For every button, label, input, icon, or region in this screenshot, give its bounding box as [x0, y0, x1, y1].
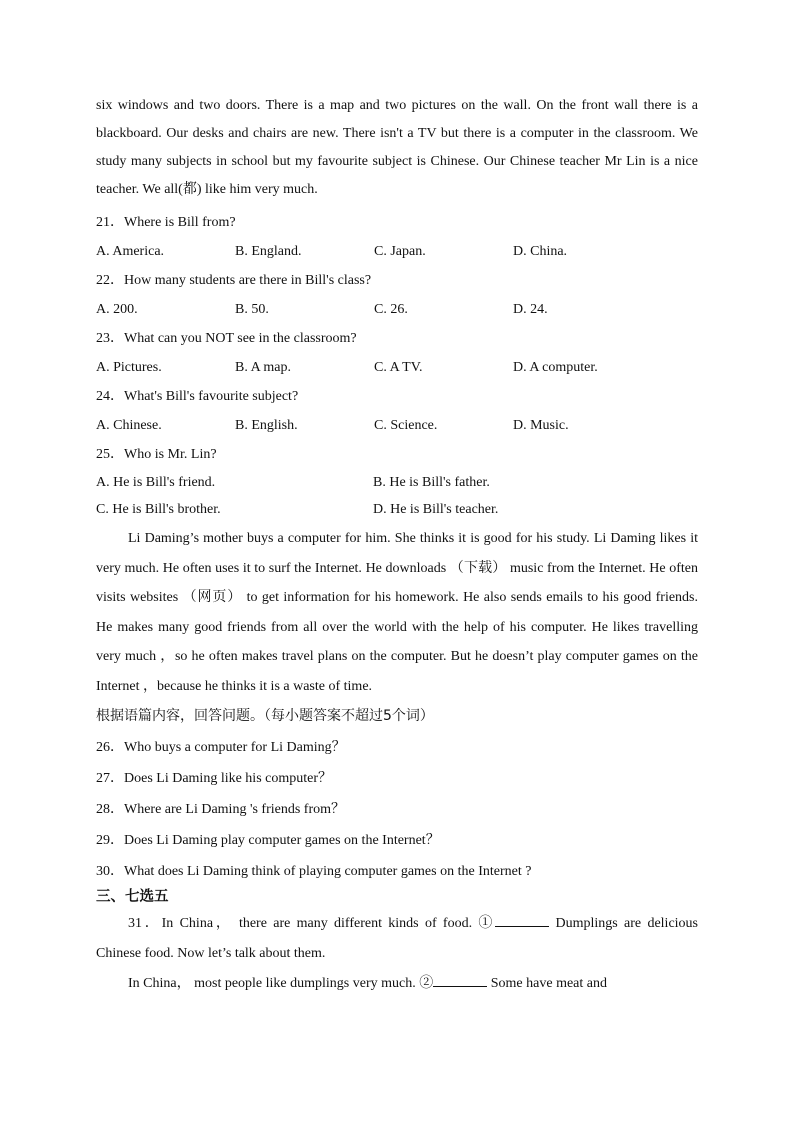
section-title: 三、七选五	[96, 889, 169, 905]
p2-before: In China， most people like dumplings very much. ②	[128, 976, 434, 991]
p2-after: Some have meat and	[487, 976, 607, 991]
open-question-27: 27．Does Li Daming like his computer？	[96, 771, 333, 786]
option-d: D. 24.	[513, 302, 548, 317]
mc-question-22	[96, 266, 698, 324]
question-stem: 25．Who is Mr. Lin?	[96, 447, 217, 462]
option-d: D. He is Bill's teacher.	[373, 502, 499, 517]
option-row	[96, 295, 698, 324]
mc-question-24	[96, 382, 698, 440]
option-d: D. China.	[513, 244, 568, 259]
option-c: C. A TV.	[374, 360, 423, 375]
option-b: B. 50.	[235, 302, 269, 317]
p1-before: 31．In China， there are many different kinds of food. ①	[128, 916, 496, 931]
passage-1: six windows and two doors. There is a map and two pictures on the wall. On the front wall there is a blackboard. Our desks and chairs are new. There isn't a TV but there is a computer in the classroom. We study many subjects in school but my favourite subject is Chinese. Our Chinese teacher Mr Lin is a nice teacher. We all(都) like him very much.	[96, 98, 698, 197]
option-row	[96, 496, 698, 523]
option-b: B. A map.	[235, 360, 292, 375]
option-a: A. Pictures.	[96, 360, 162, 375]
answer-blank-2[interactable]	[433, 972, 487, 987]
question-stem: 22．How many students are there in Bill's class?	[96, 273, 372, 288]
section3-paragraph-1	[96, 909, 698, 969]
p1-after: Dumplings are delicious Chinese food. Now let’s talk about them.	[96, 916, 698, 961]
open-question-29: 29．Does Li Daming play computer games on the Internet？	[96, 833, 440, 848]
option-d: D. Music.	[513, 418, 569, 433]
option-a: A. Chinese.	[96, 418, 162, 433]
mc-question-21	[96, 208, 698, 266]
option-c: C. Japan.	[374, 244, 426, 259]
option-b: B. England.	[235, 244, 302, 259]
open-question-30: 30．What does Li Daming think of playing computer games on the Internet ?	[96, 864, 532, 879]
question-stem: 23．What can you NOT see in the classroom?	[96, 331, 357, 346]
option-c: C. He is Bill's brother.	[96, 502, 221, 517]
instruction: 根据语篇内容，回答问题。（每小题答案不超过5个词）	[96, 708, 434, 724]
option-a: A. America.	[96, 244, 165, 259]
option-c: C. Science.	[374, 418, 438, 433]
open-question-28: 28．Where are Li Daming 's friends from？	[96, 802, 345, 817]
passage-2: Li Daming’s mother buys a computer for him. She thinks it is good for his study. Li Daming likes it very much. He often uses it to surf the Internet. He downloads （下载） music from the Internet. He often visits websites （网页） to get information for his homework. He also sends emails to his good friends. He makes many good friends from all over the world with the help of his computer. He likes travelling very much ，so he often makes travel plans on the computer. But he doesn’t play computer games on the Internet ，because he thinks it is a waste of time.	[96, 531, 698, 694]
option-row	[96, 237, 698, 266]
question-stem: 21．Where is Bill from?	[96, 215, 236, 230]
option-c: C. 26.	[374, 302, 408, 317]
answer-blank-1[interactable]	[495, 912, 549, 927]
document-page	[96, 92, 698, 999]
option-row	[96, 469, 698, 496]
option-row	[96, 353, 698, 382]
option-b: B. He is Bill's father.	[373, 475, 490, 490]
mc-question-23	[96, 324, 698, 382]
section3-paragraph-2	[96, 969, 698, 999]
option-b: B. English.	[235, 418, 298, 433]
open-question-26: 26．Who buys a computer for Li Daming？	[96, 740, 346, 755]
option-d: D. A computer.	[513, 360, 598, 375]
mc-question-25	[96, 440, 698, 523]
option-a: A. He is Bill's friend.	[96, 475, 216, 490]
option-a: A. 200.	[96, 302, 138, 317]
question-stem: 24．What's Bill's favourite subject?	[96, 389, 299, 404]
option-row	[96, 411, 698, 440]
